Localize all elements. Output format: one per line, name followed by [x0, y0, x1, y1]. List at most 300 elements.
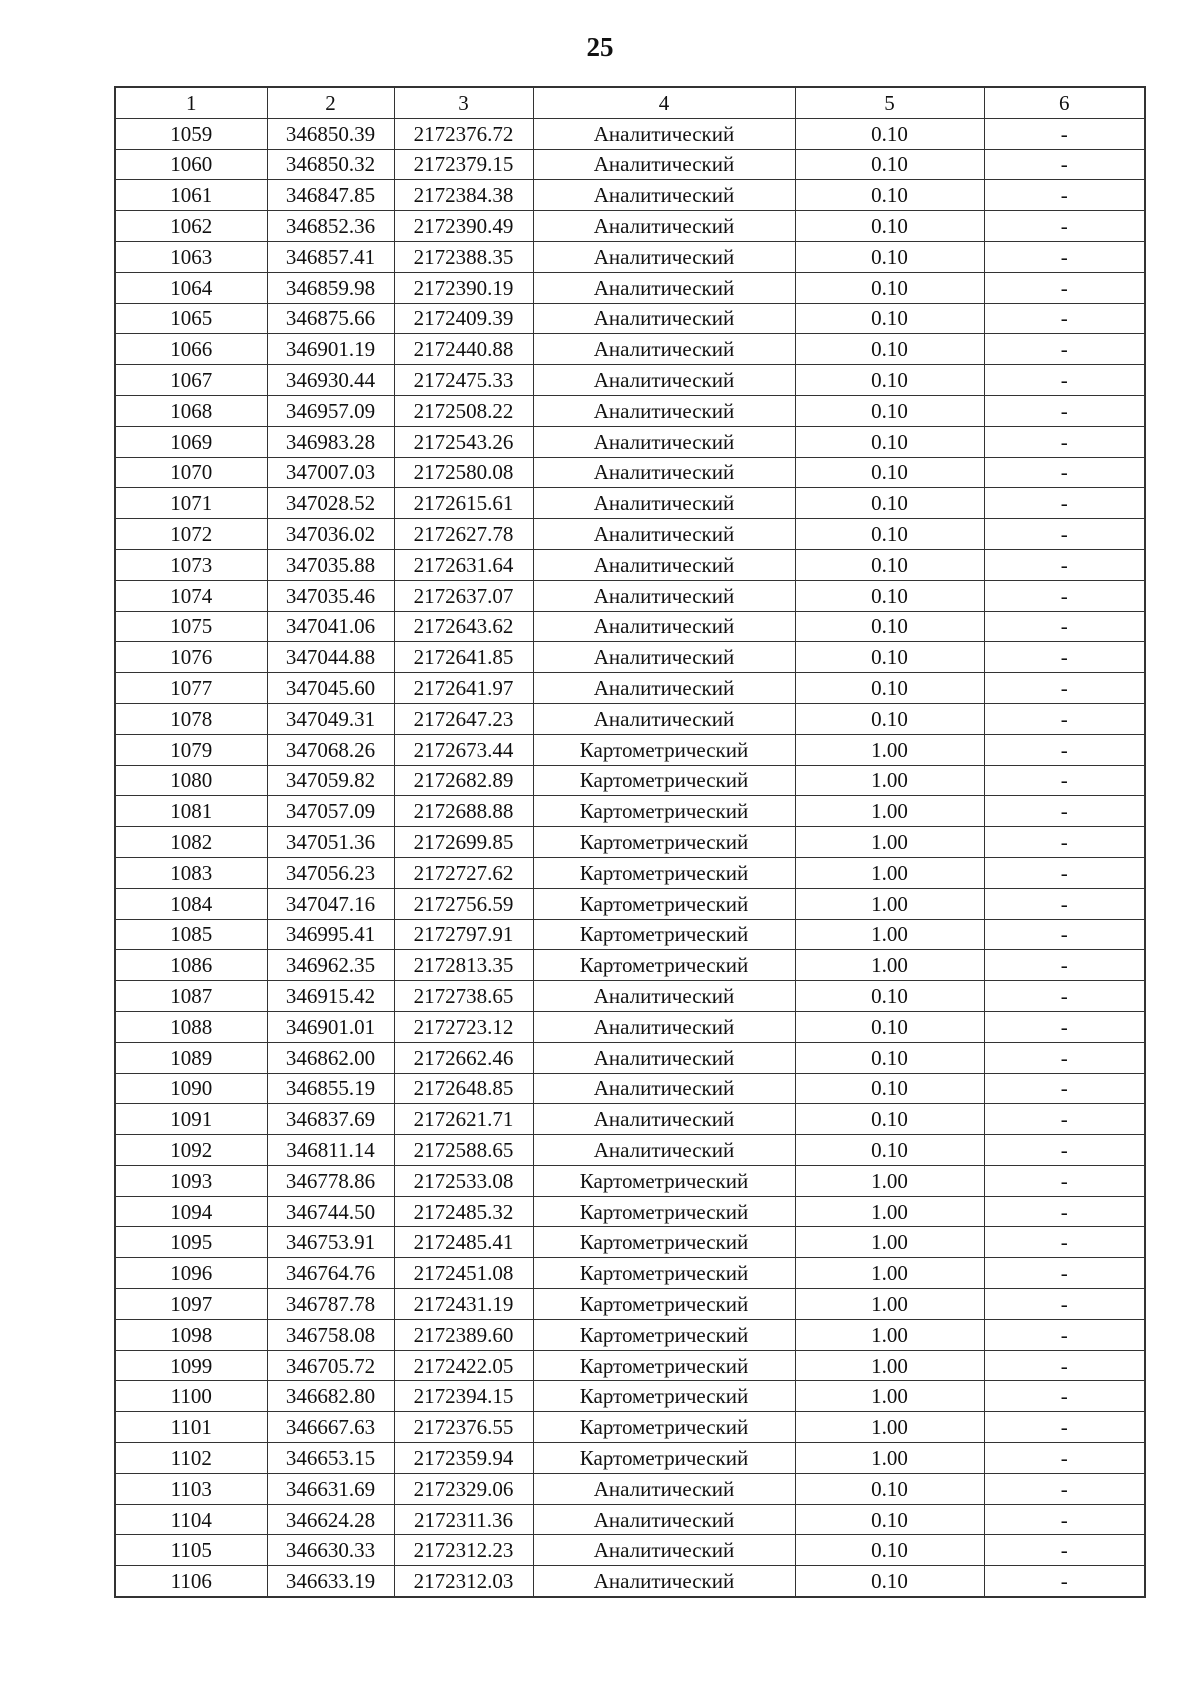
table-row [115, 981, 1145, 1012]
y-coordinate-cell: 2172621.71 [394, 1104, 533, 1135]
x-coordinate-cell: 346705.72 [267, 1350, 394, 1381]
description-cell: - [984, 549, 1145, 580]
x-coordinate-cell: 347035.88 [267, 549, 394, 580]
x-coordinate-cell: 347041.06 [267, 611, 394, 642]
x-coordinate-cell: 346758.08 [267, 1319, 394, 1350]
description-cell: - [984, 950, 1145, 981]
x-coordinate-cell: 346850.39 [267, 118, 394, 149]
accuracy-cell: 0.10 [795, 642, 984, 673]
method-cell: Аналитический [533, 272, 795, 303]
method-cell: Картометрический [533, 734, 795, 765]
method-cell: Картометрический [533, 1350, 795, 1381]
y-coordinate-cell: 2172533.08 [394, 1165, 533, 1196]
point-number-cell: 1098 [115, 1319, 267, 1350]
y-coordinate-cell: 2172508.22 [394, 395, 533, 426]
point-number-cell: 1072 [115, 519, 267, 550]
x-coordinate-cell: 346837.69 [267, 1104, 394, 1135]
x-coordinate-cell: 346930.44 [267, 365, 394, 396]
point-number-cell: 1076 [115, 642, 267, 673]
table-row [115, 241, 1145, 272]
accuracy-cell: 1.00 [795, 1412, 984, 1443]
accuracy-cell: 0.10 [795, 272, 984, 303]
x-coordinate-cell: 346764.76 [267, 1258, 394, 1289]
y-coordinate-cell: 2172673.44 [394, 734, 533, 765]
x-coordinate-cell: 347036.02 [267, 519, 394, 550]
table-row [115, 796, 1145, 827]
x-coordinate-cell: 346778.86 [267, 1165, 394, 1196]
table-row [115, 1104, 1145, 1135]
y-coordinate-cell: 2172643.62 [394, 611, 533, 642]
accuracy-cell: 1.00 [795, 888, 984, 919]
description-cell: - [984, 888, 1145, 919]
point-number-cell: 1105 [115, 1535, 267, 1566]
accuracy-cell: 0.10 [795, 241, 984, 272]
table-row [115, 272, 1145, 303]
description-cell: - [984, 488, 1145, 519]
table-row [115, 549, 1145, 580]
point-number-cell: 1070 [115, 457, 267, 488]
point-number-cell: 1086 [115, 950, 267, 981]
table-row [115, 734, 1145, 765]
description-cell: - [984, 1196, 1145, 1227]
accuracy-cell: 0.10 [795, 1104, 984, 1135]
accuracy-cell: 1.00 [795, 827, 984, 858]
x-coordinate-cell: 346633.19 [267, 1566, 394, 1597]
accuracy-cell: 1.00 [795, 1289, 984, 1320]
x-coordinate-cell: 346744.50 [267, 1196, 394, 1227]
table-row [115, 1319, 1145, 1350]
point-number-cell: 1059 [115, 118, 267, 149]
method-cell: Картометрический [533, 1381, 795, 1412]
y-coordinate-cell: 2172615.61 [394, 488, 533, 519]
description-cell: - [984, 1165, 1145, 1196]
method-cell: Картометрический [533, 827, 795, 858]
accuracy-cell: 1.00 [795, 1196, 984, 1227]
description-cell: - [984, 1011, 1145, 1042]
x-coordinate-cell: 346850.32 [267, 149, 394, 180]
table-row [115, 827, 1145, 858]
x-coordinate-cell: 346653.15 [267, 1443, 394, 1474]
accuracy-cell: 0.10 [795, 488, 984, 519]
point-number-cell: 1080 [115, 765, 267, 796]
description-cell: - [984, 642, 1145, 673]
description-cell: - [984, 1473, 1145, 1504]
table-row [115, 180, 1145, 211]
method-cell: Аналитический [533, 1535, 795, 1566]
y-coordinate-cell: 2172379.15 [394, 149, 533, 180]
x-coordinate-cell: 347059.82 [267, 765, 394, 796]
y-coordinate-cell: 2172359.94 [394, 1443, 533, 1474]
y-coordinate-cell: 2172475.33 [394, 365, 533, 396]
page-number: 25 [586, 32, 614, 62]
description-cell: - [984, 981, 1145, 1012]
point-number-cell: 1082 [115, 827, 267, 858]
y-coordinate-cell: 2172641.85 [394, 642, 533, 673]
table-row [115, 703, 1145, 734]
point-number-cell: 1071 [115, 488, 267, 519]
accuracy-cell: 1.00 [795, 1165, 984, 1196]
accuracy-cell: 0.10 [795, 1073, 984, 1104]
point-number-cell: 1090 [115, 1073, 267, 1104]
description-cell: - [984, 395, 1145, 426]
description-cell: - [984, 1412, 1145, 1443]
point-number-cell: 1075 [115, 611, 267, 642]
y-coordinate-cell: 2172389.60 [394, 1319, 533, 1350]
x-coordinate-cell: 346855.19 [267, 1073, 394, 1104]
x-coordinate-cell: 346859.98 [267, 272, 394, 303]
point-number-cell: 1069 [115, 426, 267, 457]
x-coordinate-cell: 346847.85 [267, 180, 394, 211]
method-cell: Аналитический [533, 1073, 795, 1104]
y-coordinate-cell: 2172756.59 [394, 888, 533, 919]
accuracy-cell: 0.10 [795, 1535, 984, 1566]
table-row [115, 673, 1145, 704]
point-number-cell: 1101 [115, 1412, 267, 1443]
x-coordinate-cell: 346915.42 [267, 981, 394, 1012]
method-cell: Картометрический [533, 1289, 795, 1320]
method-cell: Аналитический [533, 395, 795, 426]
method-cell: Аналитический [533, 549, 795, 580]
y-coordinate-cell: 2172376.72 [394, 118, 533, 149]
y-coordinate-cell: 2172485.32 [394, 1196, 533, 1227]
y-coordinate-cell: 2172647.23 [394, 703, 533, 734]
y-coordinate-cell: 2172543.26 [394, 426, 533, 457]
accuracy-cell: 1.00 [795, 765, 984, 796]
y-coordinate-cell: 2172631.64 [394, 549, 533, 580]
x-coordinate-cell: 347044.88 [267, 642, 394, 673]
description-cell: - [984, 180, 1145, 211]
y-coordinate-cell: 2172390.49 [394, 211, 533, 242]
point-number-cell: 1065 [115, 303, 267, 334]
point-number-cell: 1089 [115, 1042, 267, 1073]
method-cell: Аналитический [533, 1011, 795, 1042]
description-cell: - [984, 1104, 1145, 1135]
table-row [115, 303, 1145, 334]
y-coordinate-cell: 2172440.88 [394, 334, 533, 365]
method-cell: Аналитический [533, 149, 795, 180]
point-number-cell: 1095 [115, 1227, 267, 1258]
point-number-cell: 1099 [115, 1350, 267, 1381]
table-row [115, 1381, 1145, 1412]
accuracy-cell: 0.10 [795, 303, 984, 334]
description-cell: - [984, 1350, 1145, 1381]
table-row [115, 118, 1145, 149]
description-cell: - [984, 1566, 1145, 1597]
accuracy-cell: 1.00 [795, 734, 984, 765]
table-row [115, 1350, 1145, 1381]
description-cell: - [984, 1073, 1145, 1104]
method-cell: Аналитический [533, 365, 795, 396]
x-coordinate-cell: 347068.26 [267, 734, 394, 765]
point-number-cell: 1078 [115, 703, 267, 734]
x-coordinate-cell: 346862.00 [267, 1042, 394, 1073]
point-number-cell: 1073 [115, 549, 267, 580]
description-cell: - [984, 1289, 1145, 1320]
table-row [115, 919, 1145, 950]
point-number-cell: 1093 [115, 1165, 267, 1196]
method-cell: Картометрический [533, 1258, 795, 1289]
x-coordinate-cell: 346857.41 [267, 241, 394, 272]
table-header-row [115, 87, 1145, 118]
table-row [115, 611, 1145, 642]
description-cell: - [984, 580, 1145, 611]
accuracy-cell: 0.10 [795, 519, 984, 550]
table-row [115, 888, 1145, 919]
x-coordinate-cell: 347028.52 [267, 488, 394, 519]
accuracy-cell: 0.10 [795, 118, 984, 149]
x-coordinate-cell: 347047.16 [267, 888, 394, 919]
column-header-4: 4 [533, 87, 795, 118]
point-number-cell: 1062 [115, 211, 267, 242]
accuracy-cell: 0.10 [795, 1504, 984, 1535]
method-cell: Аналитический [533, 241, 795, 272]
description-cell: - [984, 118, 1145, 149]
method-cell: Аналитический [533, 642, 795, 673]
method-cell: Аналитический [533, 611, 795, 642]
description-cell: - [984, 1504, 1145, 1535]
y-coordinate-cell: 2172451.08 [394, 1258, 533, 1289]
table-row [115, 211, 1145, 242]
table-row [115, 488, 1145, 519]
table-row [115, 1196, 1145, 1227]
table-row [115, 765, 1145, 796]
table-row [115, 1073, 1145, 1104]
method-cell: Картометрический [533, 1165, 795, 1196]
table-row [115, 1011, 1145, 1042]
y-coordinate-cell: 2172813.35 [394, 950, 533, 981]
point-number-cell: 1092 [115, 1135, 267, 1166]
accuracy-cell: 1.00 [795, 1319, 984, 1350]
point-number-cell: 1106 [115, 1566, 267, 1597]
accuracy-cell: 0.10 [795, 1042, 984, 1073]
y-coordinate-cell: 2172738.65 [394, 981, 533, 1012]
x-coordinate-cell: 346852.36 [267, 211, 394, 242]
table-row [115, 519, 1145, 550]
point-number-cell: 1067 [115, 365, 267, 396]
method-cell: Картометрический [533, 1227, 795, 1258]
point-number-cell: 1085 [115, 919, 267, 950]
y-coordinate-cell: 2172329.06 [394, 1473, 533, 1504]
x-coordinate-cell: 347035.46 [267, 580, 394, 611]
point-number-cell: 1102 [115, 1443, 267, 1474]
accuracy-cell: 1.00 [795, 796, 984, 827]
point-number-cell: 1084 [115, 888, 267, 919]
table-row [115, 950, 1145, 981]
y-coordinate-cell: 2172312.03 [394, 1566, 533, 1597]
accuracy-cell: 0.10 [795, 211, 984, 242]
table-row [115, 1504, 1145, 1535]
y-coordinate-cell: 2172682.89 [394, 765, 533, 796]
description-cell: - [984, 303, 1145, 334]
method-cell: Аналитический [533, 488, 795, 519]
point-number-cell: 1077 [115, 673, 267, 704]
method-cell: Аналитический [533, 1504, 795, 1535]
y-coordinate-cell: 2172648.85 [394, 1073, 533, 1104]
point-number-cell: 1091 [115, 1104, 267, 1135]
point-number-cell: 1083 [115, 857, 267, 888]
method-cell: Картометрический [533, 919, 795, 950]
accuracy-cell: 0.10 [795, 457, 984, 488]
table-row [115, 1443, 1145, 1474]
description-cell: - [984, 272, 1145, 303]
description-cell: - [984, 673, 1145, 704]
accuracy-cell: 1.00 [795, 1350, 984, 1381]
table-row [115, 1227, 1145, 1258]
x-coordinate-cell: 347045.60 [267, 673, 394, 704]
table-row [115, 642, 1145, 673]
table-row [115, 580, 1145, 611]
description-cell: - [984, 457, 1145, 488]
description-cell: - [984, 1319, 1145, 1350]
accuracy-cell: 0.10 [795, 1566, 984, 1597]
accuracy-cell: 0.10 [795, 580, 984, 611]
description-cell: - [984, 611, 1145, 642]
x-coordinate-cell: 346682.80 [267, 1381, 394, 1412]
method-cell: Аналитический [533, 457, 795, 488]
method-cell: Аналитический [533, 211, 795, 242]
y-coordinate-cell: 2172409.39 [394, 303, 533, 334]
y-coordinate-cell: 2172580.08 [394, 457, 533, 488]
point-number-cell: 1104 [115, 1504, 267, 1535]
y-coordinate-cell: 2172384.38 [394, 180, 533, 211]
y-coordinate-cell: 2172388.35 [394, 241, 533, 272]
point-number-cell: 1088 [115, 1011, 267, 1042]
point-number-cell: 1061 [115, 180, 267, 211]
method-cell: Картометрический [533, 888, 795, 919]
point-number-cell: 1079 [115, 734, 267, 765]
point-number-cell: 1097 [115, 1289, 267, 1320]
method-cell: Аналитический [533, 580, 795, 611]
method-cell: Аналитический [533, 703, 795, 734]
y-coordinate-cell: 2172641.97 [394, 673, 533, 704]
y-coordinate-cell: 2172688.88 [394, 796, 533, 827]
method-cell: Аналитический [533, 1566, 795, 1597]
table-row [115, 1473, 1145, 1504]
column-header-2: 2 [267, 87, 394, 118]
coordinates-table [114, 86, 1146, 1598]
description-cell: - [984, 919, 1145, 950]
x-coordinate-cell: 346631.69 [267, 1473, 394, 1504]
description-cell: - [984, 426, 1145, 457]
point-number-cell: 1096 [115, 1258, 267, 1289]
description-cell: - [984, 365, 1145, 396]
x-coordinate-cell: 346901.19 [267, 334, 394, 365]
method-cell: Аналитический [533, 1135, 795, 1166]
accuracy-cell: 0.10 [795, 180, 984, 211]
y-coordinate-cell: 2172394.15 [394, 1381, 533, 1412]
point-number-cell: 1081 [115, 796, 267, 827]
method-cell: Аналитический [533, 1473, 795, 1504]
description-cell: - [984, 149, 1145, 180]
table-row [115, 1412, 1145, 1443]
point-number-cell: 1066 [115, 334, 267, 365]
x-coordinate-cell: 346957.09 [267, 395, 394, 426]
description-cell: - [984, 241, 1145, 272]
description-cell: - [984, 857, 1145, 888]
accuracy-cell: 0.10 [795, 1135, 984, 1166]
column-header-5: 5 [795, 87, 984, 118]
x-coordinate-cell: 346624.28 [267, 1504, 394, 1535]
method-cell: Аналитический [533, 1042, 795, 1073]
description-cell: - [984, 1042, 1145, 1073]
accuracy-cell: 0.10 [795, 673, 984, 704]
accuracy-cell: 1.00 [795, 950, 984, 981]
accuracy-cell: 0.10 [795, 549, 984, 580]
description-cell: - [984, 1535, 1145, 1566]
accuracy-cell: 0.10 [795, 149, 984, 180]
column-header-1: 1 [115, 87, 267, 118]
x-coordinate-cell: 347049.31 [267, 703, 394, 734]
accuracy-cell: 0.10 [795, 703, 984, 734]
x-coordinate-cell: 347056.23 [267, 857, 394, 888]
point-number-cell: 1100 [115, 1381, 267, 1412]
y-coordinate-cell: 2172431.19 [394, 1289, 533, 1320]
table-row [115, 1165, 1145, 1196]
table-row [115, 1258, 1145, 1289]
y-coordinate-cell: 2172662.46 [394, 1042, 533, 1073]
y-coordinate-cell: 2172797.91 [394, 919, 533, 950]
table-row [115, 1566, 1145, 1597]
table-row [115, 1289, 1145, 1320]
table-row [115, 365, 1145, 396]
x-coordinate-cell: 346962.35 [267, 950, 394, 981]
method-cell: Аналитический [533, 118, 795, 149]
table-row [115, 395, 1145, 426]
y-coordinate-cell: 2172422.05 [394, 1350, 533, 1381]
method-cell: Картометрический [533, 1319, 795, 1350]
x-coordinate-cell: 346901.01 [267, 1011, 394, 1042]
x-coordinate-cell: 346875.66 [267, 303, 394, 334]
method-cell: Картометрический [533, 1196, 795, 1227]
y-coordinate-cell: 2172376.55 [394, 1412, 533, 1443]
y-coordinate-cell: 2172637.07 [394, 580, 533, 611]
description-cell: - [984, 703, 1145, 734]
y-coordinate-cell: 2172723.12 [394, 1011, 533, 1042]
description-cell: - [984, 519, 1145, 550]
point-number-cell: 1060 [115, 149, 267, 180]
point-number-cell: 1087 [115, 981, 267, 1012]
column-header-3: 3 [394, 87, 533, 118]
method-cell: Картометрический [533, 765, 795, 796]
y-coordinate-cell: 2172485.41 [394, 1227, 533, 1258]
point-number-cell: 1103 [115, 1473, 267, 1504]
table-row [115, 857, 1145, 888]
x-coordinate-cell: 346630.33 [267, 1535, 394, 1566]
accuracy-cell: 1.00 [795, 857, 984, 888]
method-cell: Картометрический [533, 1412, 795, 1443]
accuracy-cell: 1.00 [795, 1258, 984, 1289]
y-coordinate-cell: 2172699.85 [394, 827, 533, 858]
method-cell: Аналитический [533, 180, 795, 211]
x-coordinate-cell: 346995.41 [267, 919, 394, 950]
accuracy-cell: 0.10 [795, 1011, 984, 1042]
description-cell: - [984, 796, 1145, 827]
method-cell: Аналитический [533, 981, 795, 1012]
table-row [115, 1042, 1145, 1073]
description-cell: - [984, 1258, 1145, 1289]
column-header-6: 6 [984, 87, 1145, 118]
accuracy-cell: 1.00 [795, 1227, 984, 1258]
description-cell: - [984, 211, 1145, 242]
description-cell: - [984, 765, 1145, 796]
x-coordinate-cell: 347051.36 [267, 827, 394, 858]
y-coordinate-cell: 2172390.19 [394, 272, 533, 303]
method-cell: Картометрический [533, 1443, 795, 1474]
x-coordinate-cell: 346983.28 [267, 426, 394, 457]
accuracy-cell: 0.10 [795, 365, 984, 396]
method-cell: Аналитический [533, 673, 795, 704]
x-coordinate-cell: 347057.09 [267, 796, 394, 827]
